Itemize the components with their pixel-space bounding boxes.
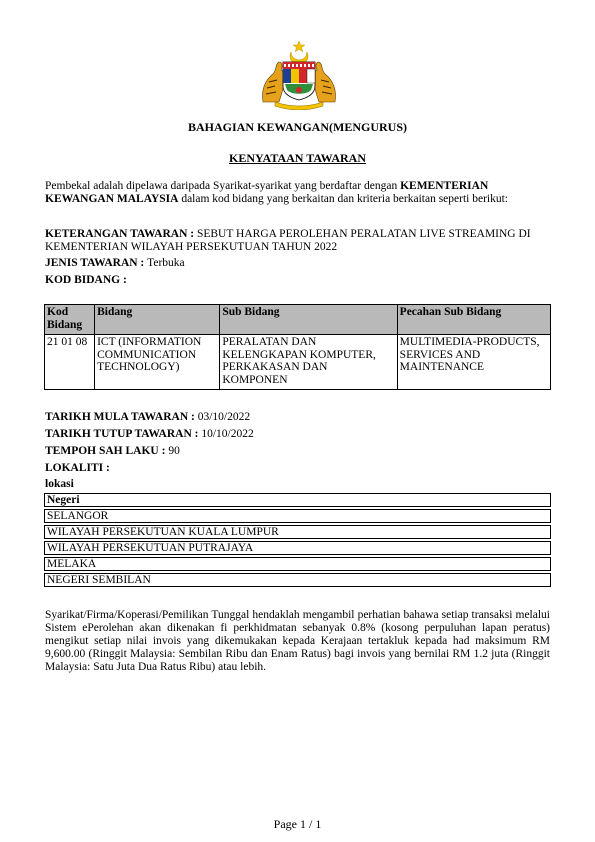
- validity-value: 90: [168, 445, 180, 457]
- offer-description-value: SEBUT HARGA PEROLEHAN PERALATAN LIVE STREAMING DI KEMENTERIAN WILAYAH PERSEKUTUAN TAHUN 2022: [45, 228, 531, 253]
- intro-paragraph: [45, 180, 550, 206]
- lokasi-item: WILAYAH PERSEKUTUAN KUALA LUMPUR: [44, 525, 551, 539]
- header-sub-bidang: Sub Bidang: [220, 305, 397, 335]
- lokasi-item: MELAKA: [44, 557, 551, 571]
- header-pecahan-sub-bidang: Pecahan Sub Bidang: [397, 305, 550, 335]
- cell-pecahan-sub-bidang: MULTIMEDIA-PRODUCTS, SERVICES AND MAINTENANCE: [397, 335, 550, 390]
- page-number: Page 1 / 1: [273, 817, 322, 831]
- list-item: [44, 525, 551, 539]
- table-row: [45, 335, 551, 390]
- list-item: [44, 557, 551, 571]
- header-bidang: Bidang: [95, 305, 220, 335]
- lokasi-item: WILAYAH PERSEKUTUAN PUTRAJAYA: [44, 541, 551, 555]
- cell-bidang: ICT (INFORMATION COMMUNICATION TECHNOLOGY): [95, 335, 220, 390]
- statement-title: KENYATAAN TAWARAN: [228, 151, 367, 165]
- offer-type-value: Terbuka: [147, 257, 185, 269]
- end-date: [45, 428, 550, 441]
- offer-description: [45, 228, 550, 254]
- list-item: [44, 541, 551, 555]
- start-date-label: TARIKH MULA TAWARAN :: [45, 411, 198, 423]
- list-item: [44, 573, 551, 587]
- end-date-value: 10/10/2022: [201, 428, 254, 440]
- intro-text-before: Pembekal adalah dipelawa daripada Syarikat-syarikat yang berdaftar dengan: [45, 180, 401, 192]
- offer-type-label: JENIS TAWARAN :: [45, 257, 148, 269]
- lokasi-caption: lokasi: [45, 478, 74, 490]
- offer-description-label: KETERANGAN TAWARAN :: [45, 228, 197, 240]
- department-heading: BAHAGIAN KEWANGAN(MENGURUS): [187, 120, 407, 134]
- ministry-name: KEMENTERIAN KEWANGAN MALAYSIA: [45, 180, 489, 205]
- list-item: [44, 509, 551, 523]
- end-date-label: TARIKH TUTUP TAWARAN :: [45, 428, 202, 440]
- bidang-table-header: [45, 305, 551, 335]
- validity-label: TEMPOH SAH LAKU :: [45, 445, 169, 457]
- start-date-value: 03/10/2022: [197, 411, 251, 423]
- lokasi-item: NEGERI SEMBILAN: [44, 573, 551, 587]
- cell-kod-bidang: 21 01 08: [45, 335, 95, 390]
- bidang-table: [44, 304, 551, 390]
- locality-label: LOKALITI :: [45, 462, 110, 474]
- lokasi-header: Negeri: [44, 493, 551, 507]
- lokasi-table: [44, 491, 551, 589]
- validity-period: [45, 445, 550, 458]
- lokasi-item: SELANGOR: [44, 509, 551, 523]
- intro-text-after: dalam kod bidang yang berkaitan dan kriteria berkaitan seperti berikut:: [178, 193, 508, 205]
- lokasi-header-row: [44, 493, 551, 507]
- start-date: [45, 411, 550, 424]
- cell-sub-bidang: PERALATAN DAN KELENGKAPAN KOMPUTER, PERKAKASAN DAN KOMPONEN: [220, 335, 397, 390]
- header-kod-bidang: Kod Bidang: [45, 305, 95, 335]
- code-label: KOD BIDANG :: [45, 274, 127, 286]
- offer-type: [45, 257, 550, 270]
- malaysia-coat-of-arms-icon: [253, 40, 345, 110]
- service-fee-note: Syarikat/Firma/Koperasi/Pemilikan Tunggal hendaklah mengambil perhatian bahawa setiap transaksi melalui Sistem ePerolehan akan dikenakan fi perkhidmatan sebanyak 0.8% (kosong perpuluhan lapan peratus) mengikut setiap nilai invois yang dikemukakan kepada Kerajaan tertakluk kepada had maksimum RM 9,600.00 (Ringgit Malaysia: Sembilan Ribu dan Enam Ratus) bagi invois yang bernilai RM 1.2 juta (Ringgit Malaysia: Satu Juta Dua Ratus Ribu) atau lebih.: [45, 609, 550, 673]
